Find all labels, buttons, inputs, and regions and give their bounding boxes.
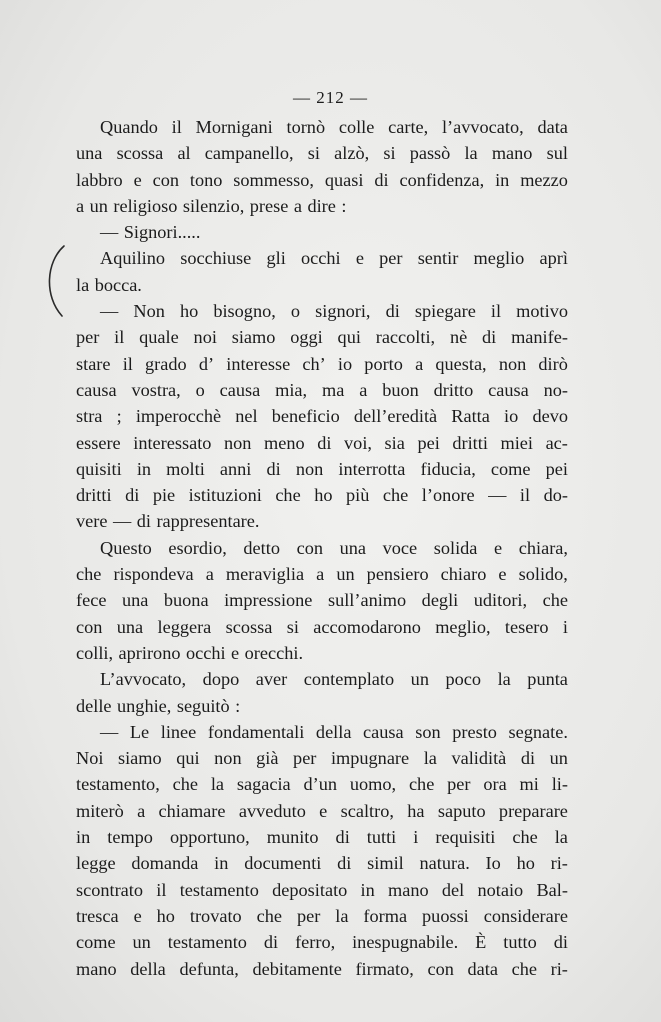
text-line: come un testamento di ferro, inespugnabile. È tutto di — [76, 932, 568, 953]
text-line: Aquilino socchiuse gli occhi e per sentir meglio aprì — [100, 248, 568, 269]
text-line: essere interessato non meno di voi, sia pei dritti miei ac- — [76, 432, 568, 453]
text-line: stare il grado d’ interesse ch’ io porto a questa, non dirò — [76, 353, 568, 374]
text-line: delle unghie, seguitò : — [76, 695, 241, 716]
body-text — [76, 114, 568, 982]
text-line: causa vostra, o causa mia, ma a buon dritto causa no- — [76, 379, 568, 400]
text-line: vere — di rappresentare. — [76, 511, 260, 532]
text-line: quisiti in molti anni di non interrotta fiducia, come pei — [76, 458, 568, 479]
text-line: con una leggera scossa si accomodarono meglio, tesero i — [76, 616, 568, 637]
text-line: che rispondeva a meraviglia a un pensiero chiaro e solido, — [76, 564, 568, 585]
text-line: Questo esordio, detto con una voce solida e chiara, — [100, 537, 568, 558]
text-line: scontrato il testamento depositato in mano del notaio Bal- — [76, 879, 568, 900]
text-line: labbro e con tono sommesso, quasi di confidenza, in mezzo — [76, 169, 568, 190]
text-line: tresca e ho trovato che per la forma puossi considerare — [76, 905, 568, 926]
text-line: dritti di pie istituzioni che ho più che l’onore — il do- — [76, 485, 568, 506]
text-line: miterò a chiamare avveduto e scaltro, ha saputo preparare — [76, 800, 568, 821]
text-line: fece una buona impressione sull’animo degli uditori, che — [76, 590, 568, 611]
text-line: a un religioso silenzio, prese a dire : — [76, 195, 347, 216]
text-line: mano della defunta, debitamente firmato, con data che ri- — [76, 958, 568, 979]
text-line: una scossa al campanello, si alzò, si passò la mano sul — [76, 143, 568, 164]
text-line: — Signori..... — [100, 222, 201, 243]
text-line: Noi siamo qui non già per impugnare la validità di un — [76, 748, 568, 769]
text-line: per il quale noi siamo oggi qui raccolti, nè di manife- — [76, 327, 568, 348]
text-line: colli, aprirono occhi e orecchi. — [76, 642, 304, 663]
page-number: — 212 — — [293, 88, 368, 107]
text-line: legge domanda in documenti di simil natura. Io ho ri- — [76, 853, 568, 874]
text-line: in tempo opportuno, munito di tutti i requisiti che la — [76, 827, 568, 848]
margin-bracket-mark — [40, 244, 68, 318]
text-line: — Non ho bisogno, o signori, di spiegare il motivo — [100, 301, 568, 322]
text-line: L’avvocato, dopo aver contemplato un poco la punta — [100, 669, 568, 690]
text-line: la bocca. — [76, 274, 142, 295]
text-line: — Le linee fondamentali della causa son presto segnate. — [100, 721, 568, 742]
text-line: Quando il Mornigani tornò colle carte, l’avvocato, data — [100, 117, 568, 137]
text-line: testamento, che la sagacia d’un uomo, che per ora mi li- — [76, 774, 568, 795]
text-line: stra ; imperocchè nel beneficio dell’eredità Ratta io devo — [76, 406, 568, 427]
